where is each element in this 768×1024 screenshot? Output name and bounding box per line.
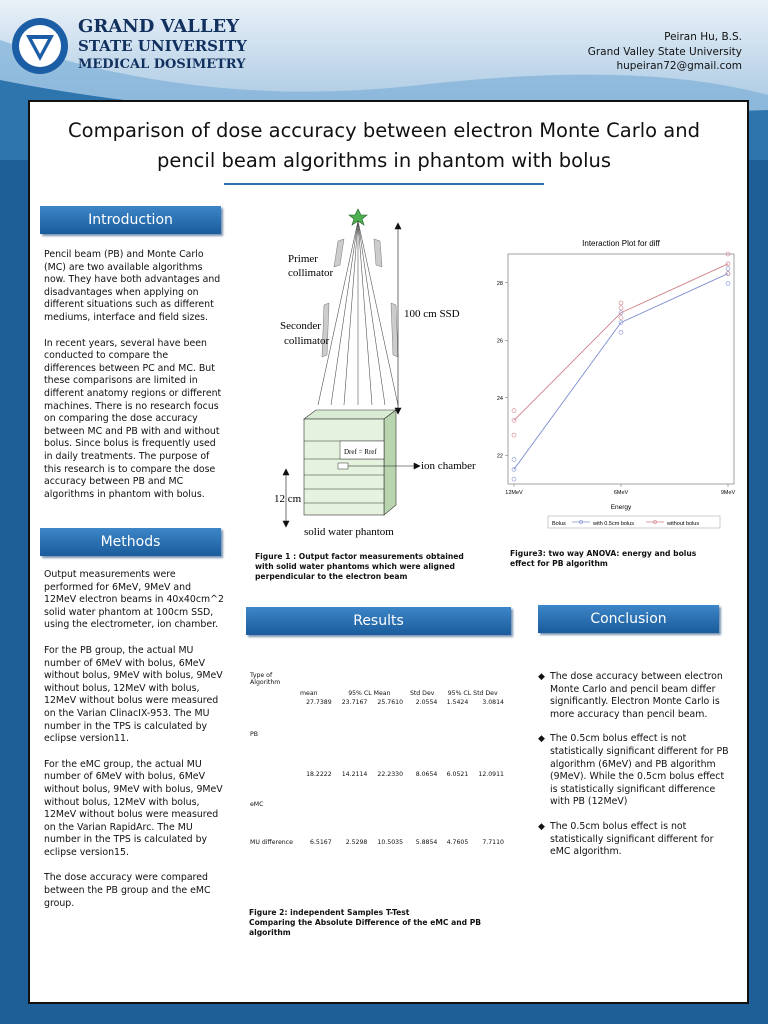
table-cell: PB [250, 730, 258, 738]
table-cell: 27.7389 [306, 699, 332, 706]
introduction-paragraph: Pencil beam (PB) and Monte Carlo (MC) are two available algorithms now. They have both advantages and disadvantages when applying on different situations such as different mediums, interface and field sizes. [44, 249, 221, 323]
legend-entry-with-bolus: with 0.5cm bolus [593, 521, 634, 527]
table-cell: 25.7610 [377, 699, 404, 706]
figure1-diagram [256, 205, 478, 550]
methods-paragraph: For the eMC group, the actual MU number of 6MeV with bolus, 6MeV without bolus, 9MeV with bolus, 9MeV without bolus, 12MeV with bolus, 12MeV without bolus were measured on the Varian RapidArc. The MU number in the TPS is calculated by eclipse version15. [44, 758, 223, 858]
seconder-collimator-label-1: Seconder [280, 320, 321, 332]
figure3-caption: Figure3: two way ANOVA: energy and bolus effect for PB algorithm [510, 549, 697, 568]
author-name: Peiran Hu, B.S. [664, 31, 742, 43]
plot-area [508, 254, 734, 484]
diamond-bullet-icon: ◆ [538, 672, 545, 682]
logo-text-line-1: GRAND VALLEY [78, 16, 240, 37]
introduction-heading: Introduction [40, 206, 221, 234]
table-cell: MU difference [250, 839, 293, 846]
x-tick-label: 12MeV [505, 490, 523, 496]
chart-title: Interaction Plot for diff [582, 239, 660, 248]
y-tick-label: 24 [496, 395, 503, 402]
methods-paragraph: For the PB group, the actual MU number of 6MeV with bolus, 6MeV without bolus, 9MeV with bolus, 9MeV without bolus, 12MeV with bolus, 12MeV without bolus were measured on the Varian ClinacIX-953. The MU number in the TPS is calculated by eclipse version11. [44, 644, 223, 745]
table-header-cell: Type of Algorithm [250, 672, 281, 686]
methods-paragraph: Output measurements were performed for 6MeV, 9MeV and 12MeV electron beams in 40x40cm^2 solid water phantom at 100cm SSD, using the electrometer, ion chamber. [44, 569, 224, 631]
methods-text [44, 569, 224, 923]
list-item [538, 821, 734, 859]
table-row [248, 838, 506, 878]
table-cell: 6.5167 [310, 839, 332, 846]
conclusion-item-text: The 0.5cm bolus effect is not statistically significant different for PB algorithm (6MeV) and PB algorithm (9MeV). While the 0.5cm bolus effect is statistically significant difference with PB (12MeV) [550, 733, 729, 808]
interaction-plot [486, 232, 740, 532]
ttest-table-grid [248, 660, 506, 878]
depth-label: 12 cm [274, 493, 302, 505]
table-cell: 8.0654 [415, 771, 438, 778]
table-header-cell: 95% CL Std Dev [447, 690, 498, 697]
table-cell: 10.5035 [377, 839, 404, 846]
y-tick-label: 26 [496, 338, 503, 345]
ion-chamber-label: ion chamber [421, 460, 476, 472]
table-row [248, 770, 506, 838]
table-cell: 4.7605 [446, 839, 469, 846]
author-block [502, 30, 742, 74]
diamond-bullet-icon: ◆ [538, 734, 545, 745]
table-cell: 12.0911 [478, 771, 504, 778]
methods-heading: Methods [40, 528, 221, 556]
table-cell: 14.2114 [341, 771, 368, 778]
seconder-collimator-label-2: collimator [284, 335, 330, 347]
author-affiliation: Grand Valley State University [587, 45, 742, 58]
introduction-paragraph: In recent years, several have been conducted to compare the differences between PC and MC. But these comparisons are limited in different anatomy regions or different machines. There is no research focus on comparing the dose accuracy between MC and PB with and without bolus. Since bolus is frequently used in daily treatments. The purpose of this research is to compare the dose accuracy between PB and MC algorithms in phantom with bolus. [44, 337, 222, 500]
methods-paragraph: The dose accuracy were compared between the PB group and the eMC group. [44, 872, 211, 909]
conclusion-item-text: The dose accuracy between electron Monte Carlo and pencil beam differ significantly. Electron Monte Carlo is more accuracy than pencil beam. [550, 671, 723, 720]
logo-text-line-2: STATE UNIVERSITY [78, 37, 247, 55]
primer-collimator-label-1: Primer [288, 253, 318, 265]
table-header-cell: Std Dev [409, 690, 435, 697]
table-cell: 5.8854 [415, 839, 438, 846]
poster-title: Comparison of dose accuracy between electron Monte Carlo and pencil beam algorithms in phantom with bolus [68, 119, 700, 172]
x-axis-label: Energy [610, 504, 632, 511]
beam-rays [318, 221, 398, 405]
conclusion-list [538, 671, 734, 871]
y-tick-label: 28 [496, 280, 503, 287]
x-tick-label: 9MeV [720, 490, 736, 496]
gvsu-logo-icon [10, 15, 70, 77]
dref-label: Dref = Rref [344, 448, 377, 456]
legend-title: Bolus [552, 521, 566, 527]
legend-entry-without-bolus: without bolus [667, 521, 700, 527]
ssd-label: 100 cm SSD [404, 308, 460, 320]
table-cell: 18.2222 [306, 771, 332, 778]
list-item [538, 671, 734, 721]
title-underline [224, 183, 544, 185]
table-cell: 22.2330 [377, 771, 404, 778]
table-header-cell: mean [300, 690, 318, 697]
results-heading: Results [246, 607, 511, 635]
phantom-label: solid water phantom [304, 526, 394, 538]
figure2-caption [249, 908, 509, 938]
logo-text-line-3: MEDICAL DOSIMETRY [78, 57, 246, 72]
solid-water-phantom-icon [304, 410, 396, 515]
seconder-collimator-icon [322, 303, 398, 357]
y-tick-label: 22 [496, 453, 503, 460]
figure2-caption-line-1: Figure 2: independent Samples T-Test [249, 908, 410, 917]
figure2-caption-line-2: Comparing the Absolute Difference of the eMC and PB algorithm [249, 918, 482, 937]
table-cell: 6.0521 [446, 771, 469, 778]
ttest-table [248, 660, 506, 886]
conclusion-item-text: The 0.5cm bolus effect is not statistically significant different for eMC algorithm. [550, 820, 714, 858]
diamond-bullet-icon: ◆ [538, 821, 545, 832]
author-email: hupeiran72@gmail.com [616, 60, 742, 72]
table-cell: 23.7167 [341, 699, 368, 706]
table-cell: 7.7110 [482, 839, 504, 846]
table-cell: 2.5298 [345, 839, 368, 846]
table-row [248, 698, 506, 770]
list-item [538, 733, 734, 809]
table-cell: eMC [250, 800, 264, 808]
conclusion-heading: Conclusion [538, 605, 719, 633]
table-cell: 2.0554 [415, 699, 438, 706]
table-cell: 1.5424 [446, 699, 469, 706]
chart-legend [548, 516, 720, 528]
figure1-caption: Figure 1 : Output factor measurements obtained with solid water phantoms which were aligned perpendicular to the electron beam [255, 552, 464, 581]
x-tick-label: 6MeV [613, 490, 629, 496]
table-header-cell: 95% CL Mean [348, 690, 391, 697]
table-cell: 3.0814 [482, 699, 504, 706]
introduction-text [44, 249, 222, 514]
primer-collimator-label-2: collimator [288, 267, 334, 279]
